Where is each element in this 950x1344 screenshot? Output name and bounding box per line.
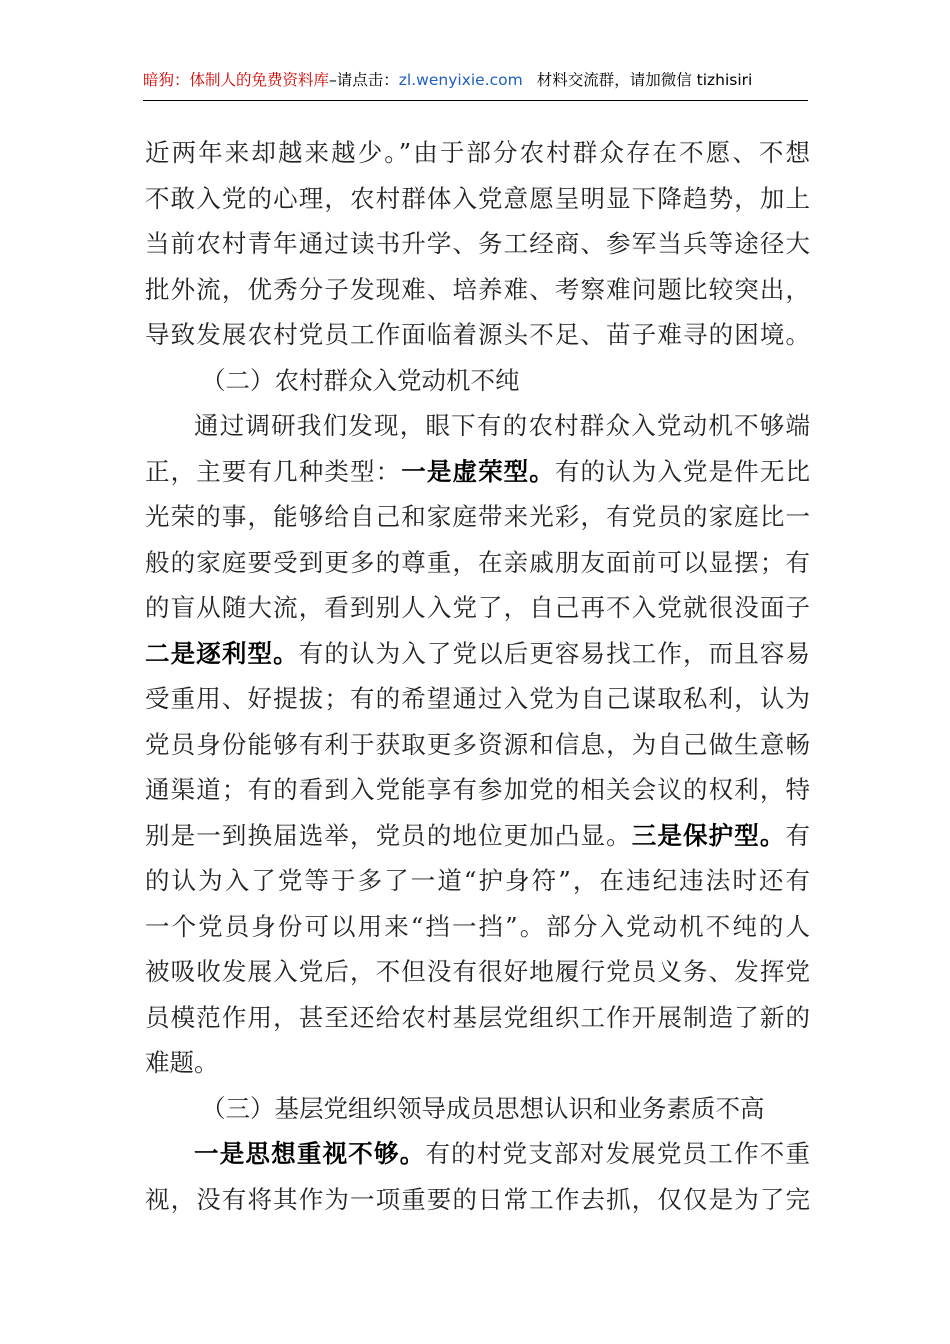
- body-line: 当前农村青年通过读书升学、务工经商、参军当兵等途径大: [145, 229, 810, 258]
- body-line: 般的家庭要受到更多的尊重，在亲戚朋友面前可以显摆；有: [145, 547, 810, 577]
- body-line: 被吸收发展入党后，不但没有很好地履行党员义务、发挥党: [145, 957, 810, 986]
- body-line: 近两年来却越来越少。”由于部分农村群众存在不愿、不想: [145, 138, 810, 167]
- document-body: [145, 130, 810, 1222]
- body-line: 党员身份能够有利于获取更多资源和信息，为自己做生意畅: [145, 729, 810, 759]
- body-line: 正，主要有几种类型：一是虚荣型。有的认为入党是件无比: [145, 456, 811, 486]
- body-line: 员模范作用，甚至还给农村基层党组织工作开展制造了新的: [145, 1002, 810, 1032]
- body-line: 导致发展农村党员工作面临着源头不足、苗子难寻的困境。: [145, 320, 810, 349]
- body-line: 视，没有将其作为一项重要的日常工作去抓，仅仅是为了完: [145, 1184, 810, 1214]
- header-url-link[interactable]: zl.wenyixie.com: [398, 71, 523, 89]
- body-line: 的盲从随大流，看到别人入党了，自己再不入党就很没面子: [145, 593, 810, 622]
- body-line: 一是思想重视不够。有的村党支部对发展党员工作不重: [194, 1139, 811, 1168]
- body-line: 批外流，优秀分子发现难、培养难、考察难问题比较突出，: [145, 274, 810, 304]
- body-line: 不敢入党的心理，农村群体入党意愿呈明显下降趋势，加上: [145, 183, 810, 213]
- header-brand[interactable]: 暗狗：体制人的免费资料库: [143, 71, 330, 89]
- header-click-prompt: –请点击：: [329, 71, 399, 89]
- bold-keyword: 三是保护型。: [631, 820, 786, 850]
- bold-keyword: 二是逐利型。: [145, 638, 299, 668]
- body-line: 二是逐利型。有的认为入了党以后更容易找工作，而且容易: [145, 638, 811, 668]
- body-line: 难题。: [145, 1048, 219, 1077]
- body-line: 通渠道；有的看到入党能享有参加党的相关会议的权利，特: [145, 775, 810, 804]
- section-heading-2: （二）农村群众入党动机不纯: [201, 365, 520, 395]
- header-wechat-note: 材料交流群，请加微信 tizhisiri: [536, 71, 753, 89]
- body-line: 通过调研我们发现，眼下有的农村群众入党动机不够端: [194, 411, 810, 440]
- bold-keyword: 一是虚荣型。: [401, 456, 555, 486]
- body-line: 光荣的事，能够给自己和家庭带来光彩，有党员的家庭比一: [145, 502, 810, 531]
- body-line: 一个党员身份可以用来“挡一挡”。部分入党动机不纯的人: [145, 911, 810, 941]
- body-line: 别是一到换届选举，党员的地位更加凸显。三是保护型。有: [145, 820, 811, 850]
- body-line: 受重用、好提拔；有的希望通过入党为自己谋取私利，认为: [145, 684, 810, 713]
- section-heading-3: （三）基层党组织领导成员思想认识和业务素质不高: [201, 1093, 765, 1123]
- bold-keyword: 一是思想重视不够。: [194, 1139, 426, 1168]
- page-header: [143, 60, 808, 101]
- body-line: 的认为入了党等于多了一道“护身符”，在违纪违法时还有: [145, 866, 810, 895]
